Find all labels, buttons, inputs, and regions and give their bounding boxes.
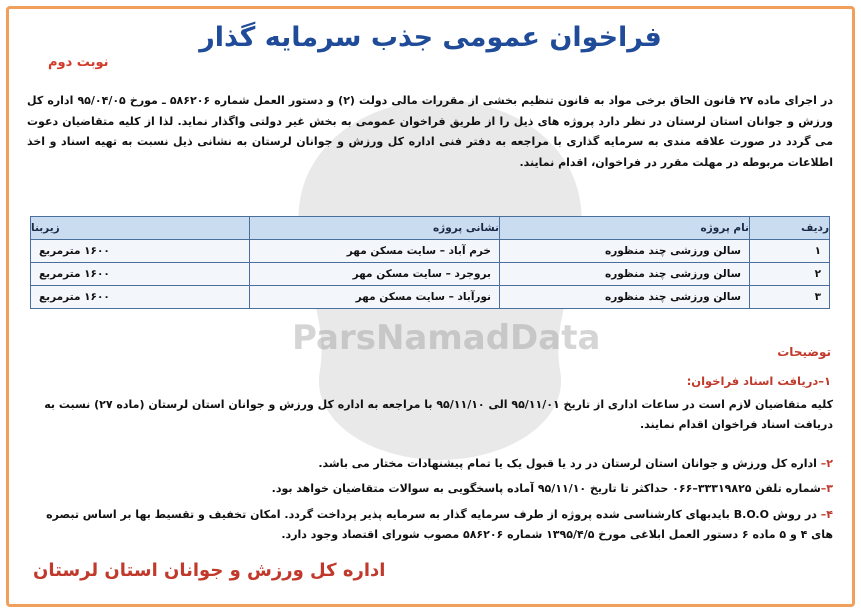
cell-area: ۱۶۰۰ مترمربع <box>31 286 250 309</box>
page-title: فراخوان عمومی جذب سرمایه گذار <box>199 22 662 53</box>
item4-number: ۴– <box>820 508 833 521</box>
cell-row-number: ۳ <box>750 286 830 309</box>
cell-project-address: بروجرد – سایت مسکن مهر <box>250 263 500 286</box>
round-label: نوبت دوم <box>48 55 109 70</box>
cell-row-number: ۱ <box>750 240 830 263</box>
notes-heading: توضیحات <box>777 345 831 359</box>
header-project-address: نشانی پروژه <box>250 217 500 240</box>
item3-paragraph <box>27 479 833 499</box>
cell-project-name: سالن ورزشی چند منظوره <box>500 240 750 263</box>
header-project-name: نام پروژه <box>500 217 750 240</box>
cell-project-name: سالن ورزشی چند منظوره <box>500 263 750 286</box>
item2-paragraph <box>27 454 833 474</box>
intro-paragraph: در اجرای ماده ۲۷ قانون الحاق برخی مواد به قانون تنظیم بخشی از مقررات مالی دولت (۲) و دستور العمل شماره ۵۸۶۲۰۶ ـ مورخ ۹۵/۰۴/۰۵ اداره کل ورزش و جوانان استان لرستان در نظر دارد پروژه های ذیل را از طریق فراخوان عمومی به بخش غیر دولتی واگذار نماید. لذا از کلیه متقاضیان دعوت می گردد در صورت علاقه مندی به سرمایه گذاری با مراجعه به دفتر فنی اداره کل ورزش و جوانان لرستان به نشانی ذیل نسبت به تهیه اسناد و اخذ اطلاعات مربوطه در مهلت مقرر در فراخوان، اقدام نمایند. <box>27 94 833 169</box>
item4-paragraph <box>27 505 833 545</box>
item3-text: شماره تلفن ۳۳۳۱۹۸۲۵–۰۶۶ حداکثر تا تاریخ ۹۵/۱۱/۱۰ آماده پاسخگویی به سوالات متقاضیان خواهد بود. <box>271 482 821 495</box>
table-header-row <box>31 217 830 240</box>
item2-text: اداره کل ورزش و جوانان استان لرستان در رد یا قبول یک یا تمام پیشنهادات مختار می باشد. <box>318 457 821 470</box>
cell-row-number: ۲ <box>750 263 830 286</box>
cell-area: ۱۶۰۰ مترمربع <box>31 240 250 263</box>
watermark-brand: ParsNamadData <box>292 318 601 358</box>
table-row <box>31 263 830 286</box>
item2-number: ۲– <box>820 457 833 470</box>
header-area: زیربنا <box>31 217 250 240</box>
item4-text: در روش B.O.O بایدبهای کارشناسی شده پروژه از طرف سرمایه گذار به سرمایه پذیر پرداخت گردد. امکان تخفیف و تقسیط بها بر اساس تبصره های ۴ و ۵ ماده ۶ دستور العمل ابلاغی مورخ ۱۳۹۵/۴/۵ شماره ۵۸۶۲۰۶ مصوب شورای اقتصاد وجود دارد. <box>46 508 833 541</box>
cell-project-address: نورآباد – سایت مسکن مهر <box>250 286 500 309</box>
issuer-signature: اداره کل ورزش و جوانان استان لرستان <box>33 560 386 581</box>
cell-project-name: سالن ورزشی چند منظوره <box>500 286 750 309</box>
header-row-number: ردیف <box>750 217 830 240</box>
cell-area: ۱۶۰۰ مترمربع <box>31 263 250 286</box>
cell-project-address: خرم آباد – سایت مسکن مهر <box>250 240 500 263</box>
table-row <box>31 240 830 263</box>
item1-text: کلیه متقاضیان لازم است در ساعات اداری از تاریخ ۹۵/۱۱/۰۱ الی ۹۵/۱۱/۱۰ با مراجعه به اداره کل ورزش و جوانان استان لرستان (ماده ۲۷) نسبت به دریافت اسناد فراخوان اقدام نمایند. <box>44 398 833 431</box>
item1-heading: ۱–دریافت اسناد فراخوان: <box>686 374 831 388</box>
table-row <box>31 286 830 309</box>
projects-table <box>30 216 830 309</box>
item3-number: ۳– <box>820 482 833 495</box>
